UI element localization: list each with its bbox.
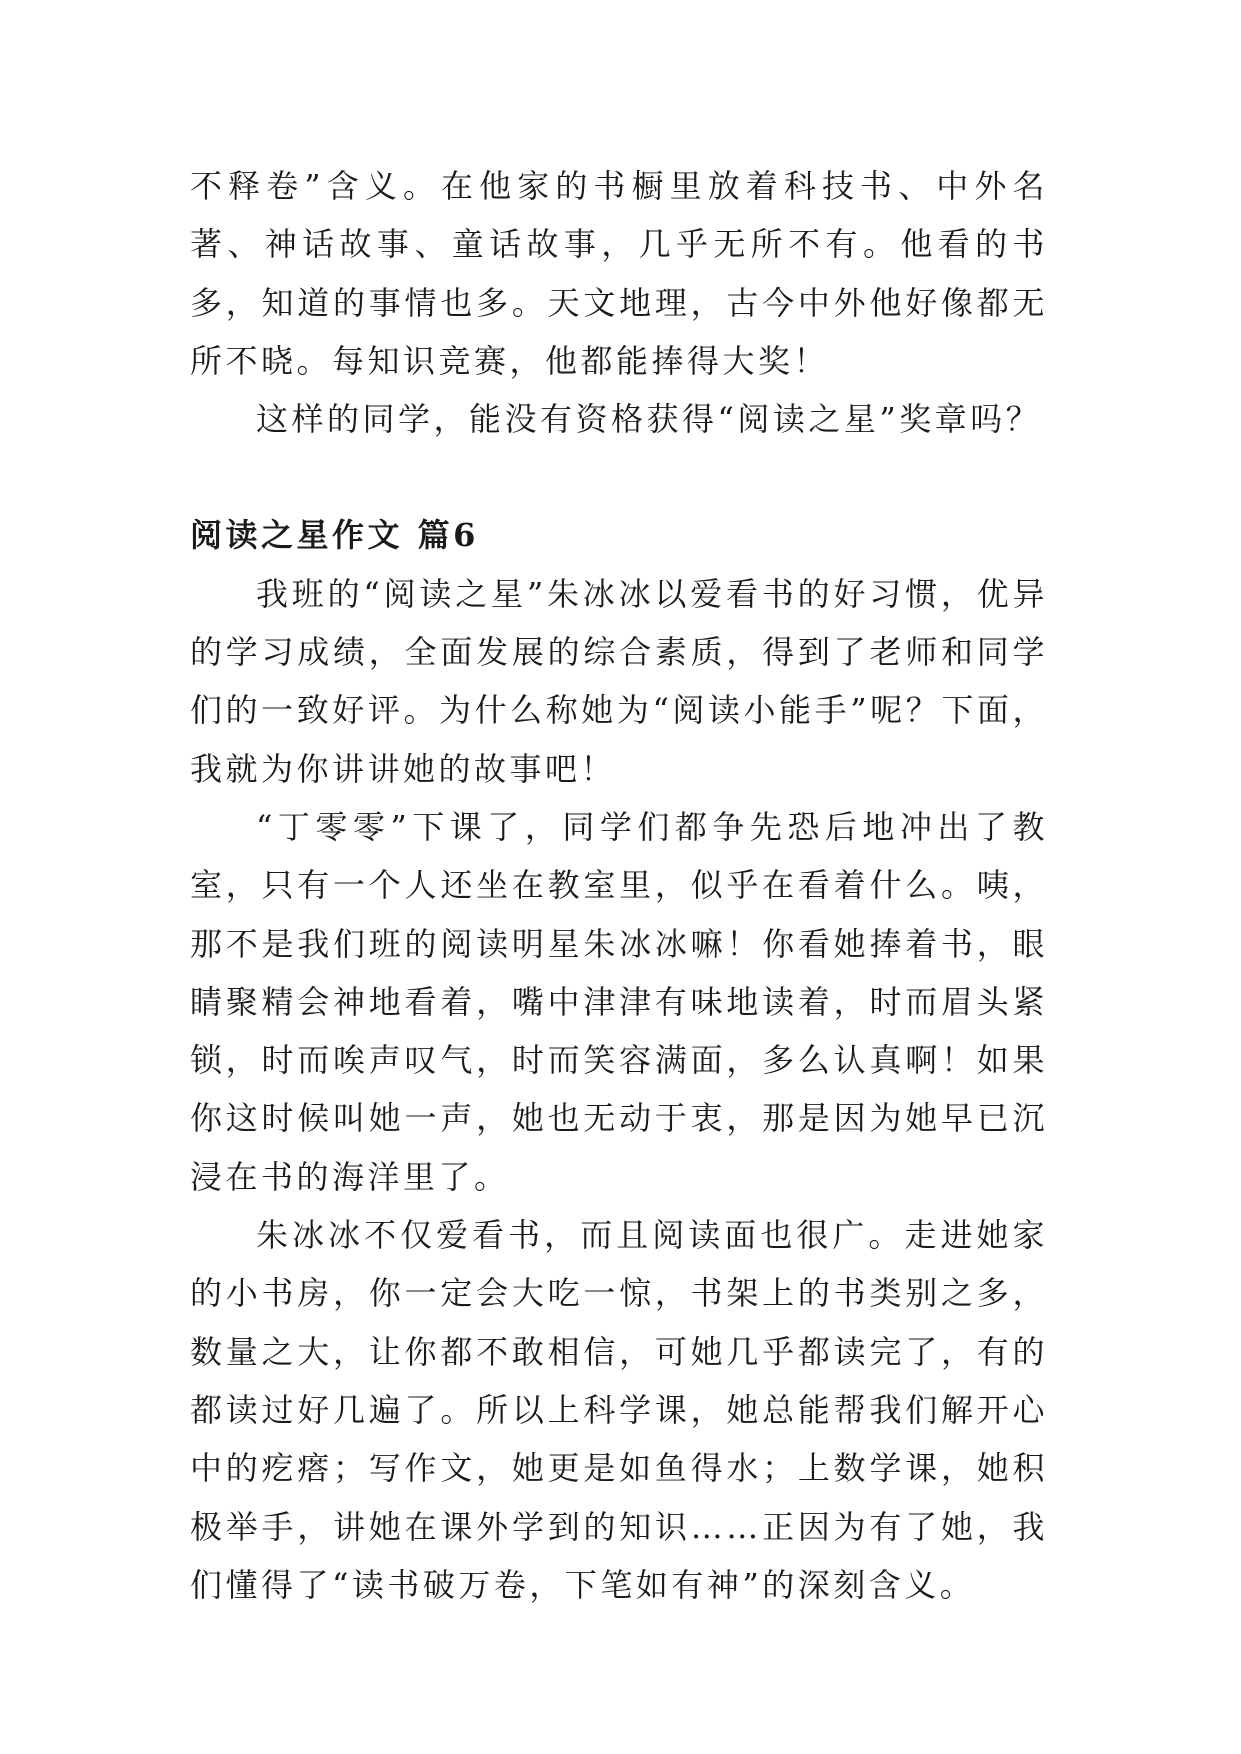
prev-article-paragraph-1: 不释卷”含义。在他家的书橱里放着科技书、中外名著、神话故事、童话故事，几乎无所不有。他看的书多，知道的事情也多。天文地理，古今中外他好像都无所不晓。每知识竞赛，他都能捧得大奖！	[190, 167, 1048, 380]
section-spacer	[190, 448, 1048, 506]
article-paragraph-1: 我班的“阅读之星”朱冰冰以爱看书的好习惯，优异的学习成绩，全面发展的综合素质，得到了老师和同学们的一致好评。为什么称她为“阅读小能手”呢？下面，我就为你讲讲她的故事吧！	[190, 574, 1048, 788]
article-paragraph-2: “丁零零”下课了，同学们都争先恐后地冲出了教室，只有一个人还坐在教室里，似乎在看着什么。咦，那不是我们班的阅读明星朱冰冰嘛！你看她捧着书，眼睛聚精会神地看着，嘴中津津有味地读着，时而眉头紧锁，时而唉声叹气，时而笑容满面，多么认真啊！如果你这时候叫她一声，她也无动于衷，那是因为她早已沉浸在书的海洋里了。	[190, 807, 1048, 1196]
article-title: 阅读之星作文 篇6	[190, 516, 479, 555]
article-paragraph-3: 朱冰冰不仅爱看书，而且阅读面也很广。走进她家的小书房，你一定会大吃一惊，书架上的书类别之多，数量之大，让你都不敢相信，可她几乎都读完了，有的都读过好几遍了。所以上科学课，她总能帮我们解开心中的疙瘩；写作文，她更是如鱼得水；上数学课，她积极举手，讲她在课外学到的知识……正因为有了她，我们懂得了“读书破万卷，下笔如有神”的深刻含义。	[190, 1216, 1048, 1604]
document-body	[190, 157, 1048, 1614]
prev-article-paragraph-2: 这样的同学，能没有资格获得“阅读之星”奖章吗？	[256, 400, 1042, 439]
